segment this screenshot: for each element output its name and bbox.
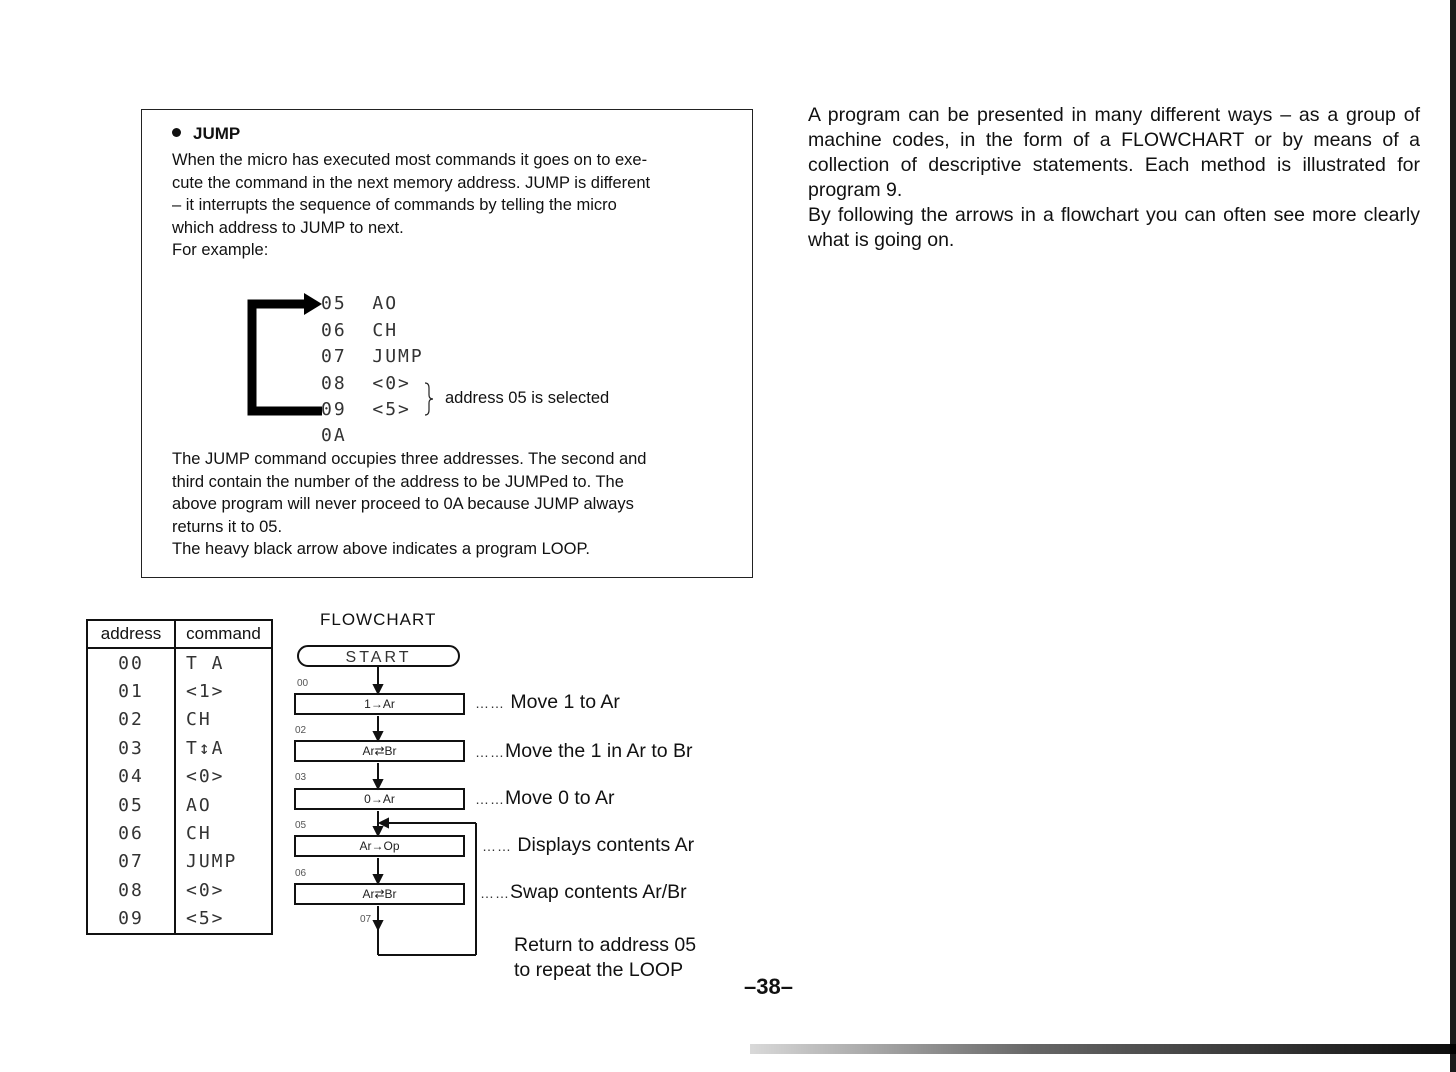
table-row [87, 763, 272, 791]
brace-note: address 05 is selected [445, 389, 610, 407]
example-line: 08 <0> [321, 373, 411, 394]
flow-step-desc: ……Move the 1 in Ar to Br [475, 740, 693, 762]
page-edge [1450, 0, 1456, 1072]
example-line: 06 CH [321, 320, 399, 341]
cell-address: 00 [87, 648, 175, 677]
step-number: 05 [295, 820, 307, 831]
header-command: command [175, 620, 272, 648]
right-column-text [808, 103, 1420, 253]
cell-address: 06 [87, 819, 175, 847]
table-row [87, 706, 272, 734]
table-row [87, 848, 272, 876]
jump-outro [172, 448, 734, 561]
brace-icon [422, 382, 436, 416]
page-shadow [750, 1044, 1456, 1054]
table-row [87, 677, 272, 705]
intro-line: – it interrupts the sequence of commands by telling the micro [172, 196, 617, 214]
outro-line: third contain the number of the address to be JUMPed to. The [172, 472, 624, 491]
cell-address: 07 [87, 848, 175, 876]
flow-process-box: Ar⇄Br [294, 883, 465, 905]
example-line: 05 AO [321, 293, 399, 314]
flow-process-box: 1→Ar [294, 693, 465, 715]
page-number: –38– [744, 974, 793, 999]
cell-command: T↕A [175, 734, 272, 762]
outro-line: above program will never proceed to 0A because JUMP always [172, 495, 634, 513]
for-example-label: For example: [172, 241, 269, 259]
flow-step-desc: ……Swap contents Ar/Br [480, 881, 687, 903]
return-note-line: Return to address 05 [514, 934, 697, 956]
cell-command: <0> [175, 763, 272, 791]
step-number: 03 [295, 772, 307, 783]
paragraph: By following the arrows in a flowchart you can often see more clearly what is going on. [808, 204, 1420, 251]
flowchart-title: FLOWCHART [320, 610, 437, 629]
step-number: 02 [295, 725, 307, 736]
cell-command: <1> [175, 677, 272, 705]
cell-command: CH [175, 819, 272, 847]
outro-line: returns it to 05. [172, 517, 283, 536]
arrow-note: The heavy black arrow above indicates a program LOOP. [172, 540, 590, 558]
cell-command: AO [175, 791, 272, 819]
example-line: 07 JUMP [321, 346, 424, 367]
cell-address: 04 [87, 763, 175, 791]
table-row [87, 791, 272, 819]
step-number: 06 [295, 868, 307, 879]
example-line: 0A [321, 425, 347, 446]
return-note [514, 933, 696, 983]
outro-line: The JUMP command occupies three addresses. The second and [172, 450, 647, 468]
intro-line: cute the command in the next memory address. JUMP is different [172, 173, 651, 192]
cell-address: 09 [87, 905, 175, 934]
step-number: 07 [360, 914, 372, 925]
flow-process-box: Ar→Op [294, 835, 465, 857]
jump-heading-text: JUMP [193, 124, 241, 143]
start-terminal: START [297, 645, 460, 667]
return-note-line: to repeat the LOOP [514, 959, 684, 981]
flow-process-box: 0→Ar [294, 788, 465, 810]
cell-command: <5> [175, 905, 272, 934]
flow-step-desc: …… Move 1 to Ar [475, 691, 620, 713]
cell-address: 08 [87, 876, 175, 904]
cell-address: 05 [87, 791, 175, 819]
bullet-icon [172, 128, 181, 137]
flow-step-desc: ……Move 0 to Ar [475, 787, 615, 809]
jump-heading [172, 124, 240, 144]
header-address: address [87, 620, 175, 648]
table-row [87, 819, 272, 847]
cell-address: 02 [87, 706, 175, 734]
flow-process-box: Ar⇄Br [294, 740, 465, 762]
program-table [86, 619, 273, 935]
step-number: 00 [297, 678, 309, 689]
intro-line: When the micro has executed most commands it goes on to exe- [172, 151, 648, 169]
table-row [87, 905, 272, 934]
jump-intro [172, 149, 734, 262]
table-row [87, 876, 272, 904]
cell-address: 01 [87, 677, 175, 705]
cell-command: <0> [175, 876, 272, 904]
table-header-row [87, 620, 272, 648]
cell-command: JUMP [175, 848, 272, 876]
loop-arrow [240, 290, 330, 420]
table-row [87, 734, 272, 762]
example-line: 09 <5> [321, 399, 411, 420]
table-row [87, 648, 272, 677]
cell-command: T A [175, 648, 272, 677]
cell-command: CH [175, 706, 272, 734]
intro-line: which address to JUMP to next. [172, 218, 404, 237]
flow-step-desc: …… Displays contents Ar [482, 834, 695, 856]
cell-address: 03 [87, 734, 175, 762]
paragraph: A program can be presented in many different ways – as a group of machine codes, in the form of a FLOWCHART or by means of a collection of descriptive statements. Each method is illustrated for program 9. [808, 104, 1420, 201]
